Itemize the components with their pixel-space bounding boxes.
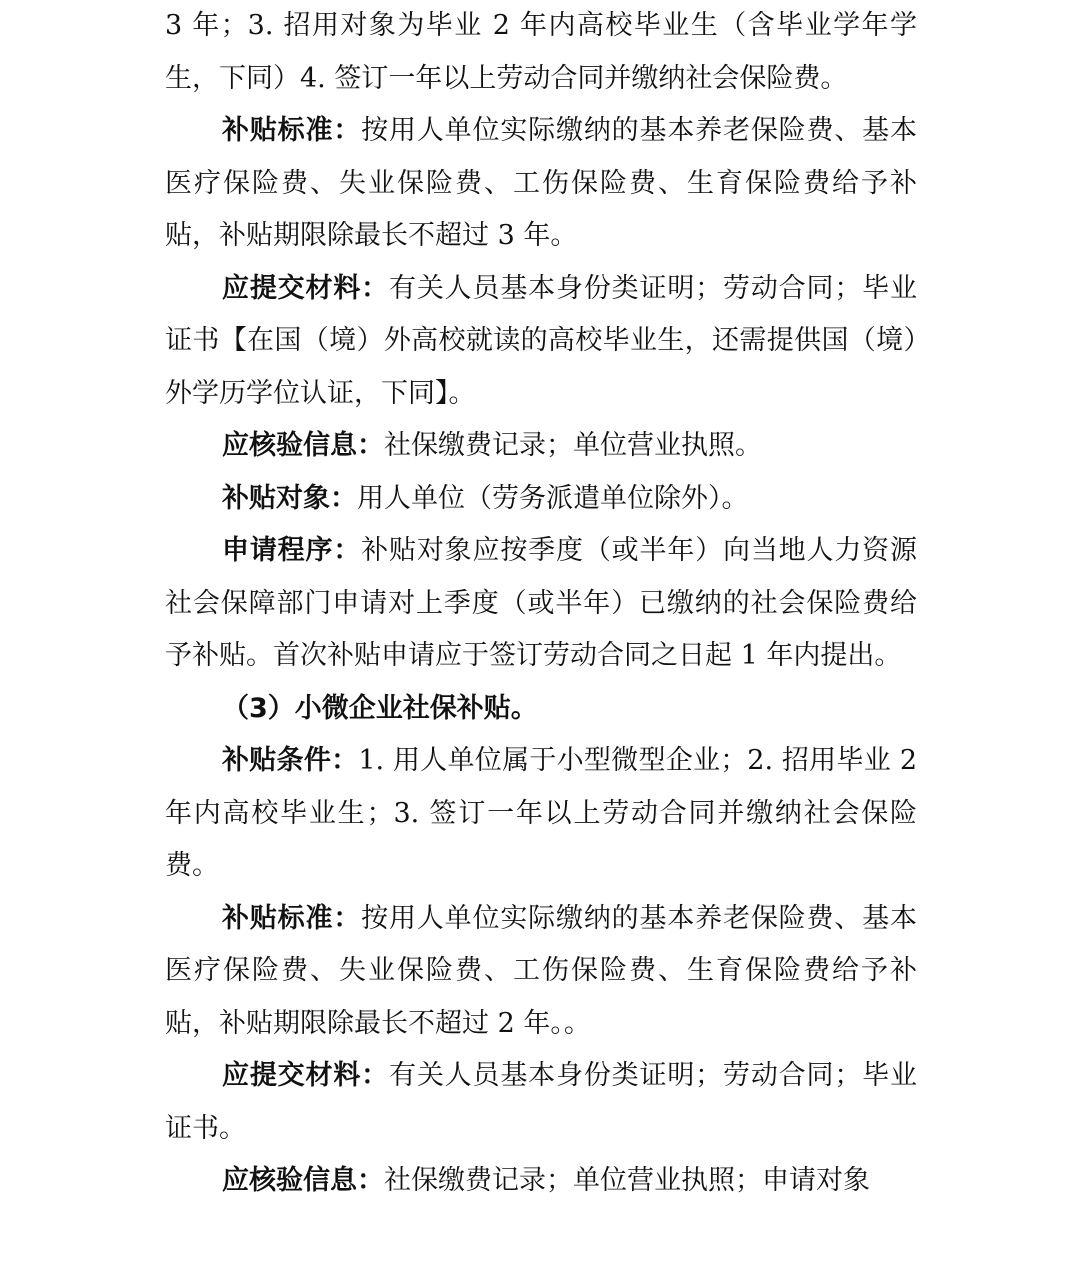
paragraph-text: 3 年；3. 招用对象为毕业 2 年内高校毕业生（含毕业学年学生，下同）4. 签订一年以上劳动合同并缴纳社会保险费。 bbox=[165, 10, 917, 94]
paragraph-text: 社保缴费记录；单位营业执照；申请对象 bbox=[384, 1165, 870, 1196]
paragraph-label: 补贴条件： bbox=[222, 745, 359, 776]
paragraph-application-procedure bbox=[165, 525, 917, 683]
paragraph-label: 应提交材料： bbox=[222, 1060, 389, 1091]
paragraph-text: 有关人员基本身份类证明；劳动合同；毕业证书。 bbox=[165, 1060, 917, 1144]
paragraph-label: 应提交材料： bbox=[222, 272, 389, 304]
paragraph-text: 社保缴费记录；单位营业执照。 bbox=[384, 430, 762, 461]
paragraph-label: 应核验信息： bbox=[222, 1165, 384, 1196]
paragraph-label: 补贴标准： bbox=[222, 115, 362, 146]
paragraph-subsidy-conditions bbox=[165, 735, 917, 893]
paragraph-submission-materials bbox=[165, 263, 917, 421]
paragraph-text: 按用人单位实际缴纳的基本养老保险费、基本医疗保险费、失业保险费、工伤保险费、生育保险费给予补贴，补贴期限除最长不超过 3 年。 bbox=[165, 115, 918, 251]
paragraph-verification-info-2 bbox=[165, 1155, 917, 1208]
paragraph-submission-materials-2 bbox=[165, 1050, 917, 1155]
document-page bbox=[165, 0, 917, 1208]
paragraph-verification-info bbox=[165, 420, 917, 473]
paragraph-text: 有关人员基本身份类证明；劳动合同；毕业证书【在国（境）外高校就读的高校毕业生，还需提供国（境）外学历学位认证，下同】。 bbox=[165, 272, 917, 409]
paragraph-text: 按用人单位实际缴纳的基本养老保险费、基本医疗保险费、失业保险费、工伤保险费、生育保险费给予补贴，补贴期限除最长不超过 2 年。。 bbox=[165, 902, 918, 1039]
paragraph-conditions-continued bbox=[165, 0, 917, 105]
paragraph-subsidy-standard-2 bbox=[165, 893, 917, 1051]
paragraph-subsidy-standard bbox=[165, 105, 917, 263]
paragraph-text: 用人单位（劳务派遣单位除外）。 bbox=[357, 482, 749, 514]
paragraph-label: 申请程序： bbox=[222, 535, 362, 566]
paragraph-text: 1. 用人单位属于小型微型企业；2. 招用毕业 2 年内高校毕业生；3. 签订一年以上劳动合同并缴纳社会保险费。 bbox=[165, 745, 918, 881]
paragraph-text: 补贴对象应按季度（或半年）向当地人力资源社会保障部门申请对上季度（或半年）已缴纳的社会保险费给予补贴。首次补贴申请应于签订劳动合同之日起 1 年内提出。 bbox=[165, 535, 918, 671]
paragraph-label: 补贴对象： bbox=[222, 482, 357, 514]
paragraph-label: 应核验信息： bbox=[222, 430, 384, 461]
section-heading: （3）小微企业社保补贴。 bbox=[222, 692, 538, 724]
paragraph-subsidy-target bbox=[165, 473, 917, 526]
paragraph-label: 补贴标准： bbox=[222, 902, 362, 934]
